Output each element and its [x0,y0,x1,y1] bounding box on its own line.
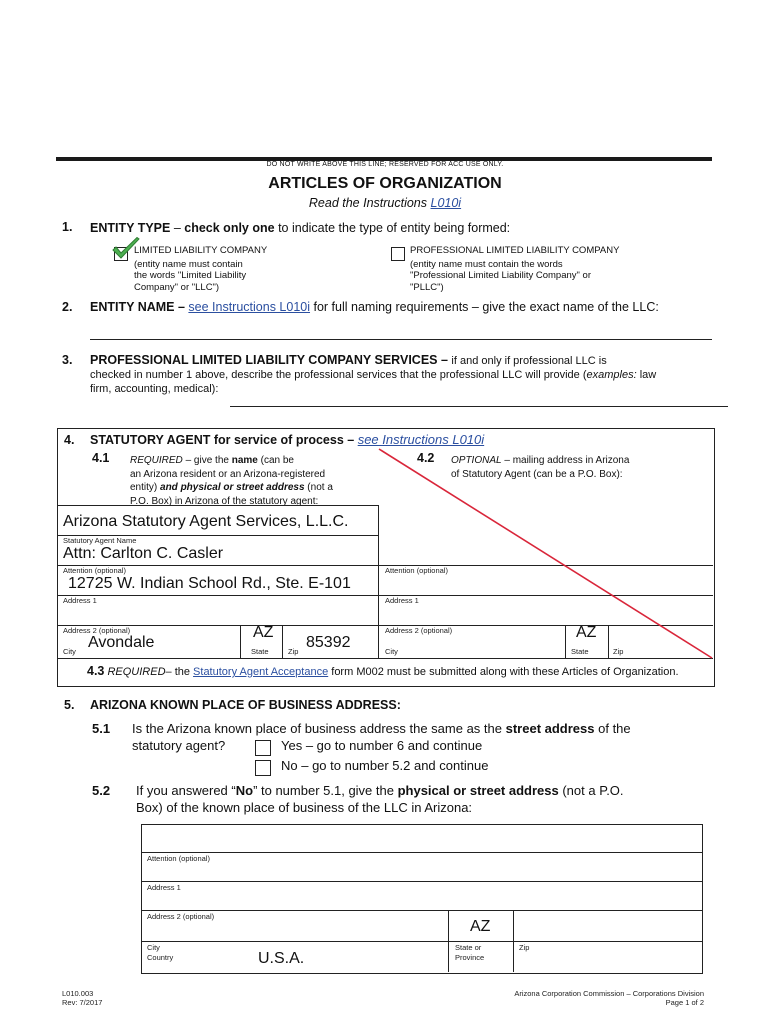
business-state-label-1: State or [455,943,482,952]
section-5-number: 5. [64,698,75,712]
section-4-2-number: 4.2 [417,451,435,465]
section-3-heading [90,353,730,367]
zip-divider [513,910,514,972]
business-zip-label: Zip [519,943,530,952]
s41-physical-bold: and physical or street address [160,482,305,493]
section-4-1-text [130,454,333,508]
no-option-label: No – go to number 5.2 and continue [281,758,489,773]
s52-l1e: (not a P.O. [558,783,624,798]
business-state-label-2: Province [455,953,485,962]
pllc-note-1: (entity name must contain the words [410,258,563,270]
business-city-label: City [147,943,160,952]
s52-no-bold: No [235,783,254,798]
yes-checkbox[interactable] [255,740,271,756]
section-4-3-number: 4.3 [87,664,105,678]
s52-physical-bold: physical or street address [397,783,559,798]
entity-name-label: ENTITY NAME – [90,300,185,314]
s43-rest: form M002 must be submitted along with these Articles of Organization. [328,666,679,678]
pllc-checkbox[interactable] [391,247,405,261]
s43-required: REQUIRED [107,666,166,678]
s41-l1b: – give the [182,455,232,466]
pllc-note-2: "Professional Limited Liability Company" or [410,270,591,281]
section-2-heading [90,300,659,314]
strike-through-line [378,448,714,660]
s52-l1c: ” to number 5.1, give the [253,783,398,798]
s51-l1c: of the [594,721,631,736]
pllc-label: PROFESSIONAL LIMITED LIABILITY COMPANY [410,245,620,256]
no-checkbox[interactable] [255,760,271,776]
s41-l1d: (can be [257,455,294,466]
section-4-number: 4. [64,433,75,447]
s41-line-4: P.O. Box) in Arizona of the statutory agent: [130,495,319,507]
instructions-prefix: Read the Instructions [308,196,428,210]
section-1-rest: to indicate the type of entity being formed: [278,221,511,235]
instructions-link[interactable]: L010i [430,196,462,210]
address-1-label: Address 1 [63,596,97,605]
s41-line-2: an Arizona resident or an Arizona-registered [130,468,326,480]
business-country-value[interactable]: U.S.A. [258,950,305,967]
page-number: Page 1 of 2 [665,998,704,1007]
pllc-note-3: "PLLC") [410,281,444,293]
business-attention-label: Attention (optional) [147,854,210,863]
state-value[interactable]: AZ [253,624,274,641]
right-zip-label: Zip [613,647,624,656]
business-country-label: Country [147,953,174,962]
statutory-agent-label: STATUTORY AGENT for service of process – [90,433,355,447]
llc-note-3: Company" or "LLC") [134,281,220,293]
attention-value[interactable]: Attn: Carlton C. Casler [63,545,224,562]
s52-line-1 [136,783,624,798]
state-label: State [251,647,269,656]
s43-dash: – [165,666,172,678]
right-state-value[interactable]: AZ [576,624,597,641]
zip-value[interactable]: 85392 [306,634,351,651]
business-state-value[interactable]: AZ [470,918,491,935]
section-3-number: 3. [62,353,73,367]
statutory-agent-name-label: Statutory Agent Name [63,536,137,545]
dash: – [173,221,181,235]
section-4-1-number: 4.1 [92,451,110,465]
business-address-2-label: Address 2 (optional) [147,912,215,921]
row-divider [141,910,702,911]
revision-date: Rev: 7/2017 [62,998,103,1007]
section-4-instructions-link[interactable]: see Instructions L010i [357,432,485,447]
s41-l3a: entity) [130,482,161,493]
section-4-3-line [87,664,679,678]
business-address-box [141,824,703,974]
row-divider [141,881,702,882]
section-3-line-2 [90,368,656,382]
agency-name: Arizona Corporation Commission – Corporations Division [514,989,704,998]
services-field[interactable] [230,406,728,407]
section-4-heading [90,432,484,447]
row-divider [141,941,702,942]
right-state-label: State [571,647,589,656]
city-label: City [63,647,76,656]
examples-label: examples: [586,369,637,381]
city-value[interactable]: Avondale [88,634,155,651]
address-2-label: Address 2 (optional) [63,626,131,635]
section-3-line-2a: checked in number 1 above, describe the professional services that the professional LLC will provide ( [90,369,587,381]
row-divider [141,852,702,853]
section-3-line-2b: law [636,369,657,381]
right-attention-label: Attention (optional) [385,566,448,575]
section-5-2-number: 5.2 [92,783,111,798]
s51-street-bold: street address [505,721,595,736]
pllc-services-label: PROFESSIONAL LIMITED LIABILITY COMPANY SERVICES – [90,353,448,367]
s43-the: the [171,666,194,678]
yes-option-label: Yes – go to number 6 and continue [281,738,483,753]
section-3-desc [90,368,656,396]
section-1-number: 1. [62,220,73,234]
zip-divider [282,625,283,658]
right-address-2-label: Address 2 (optional) [385,626,453,635]
address-1-value[interactable]: 12725 W. Indian School Rd., Ste. E-101 [68,575,351,592]
page-title: ARTICLES OF ORGANIZATION [268,175,502,192]
pllc-option [410,245,619,293]
check-only-one: check only one [184,221,275,235]
section-2-number: 2. [62,300,73,314]
section-3-tail: if and only if professional LLC is [451,355,607,367]
section-5-heading: ARIZONA KNOWN PLACE OF BUSINESS ADDRESS: [90,698,401,712]
s52-line-2: Box) of the known place of business of the LLC in Arizona: [136,800,473,815]
s41-l3c: (not a [304,482,333,493]
entity-type-label: ENTITY TYPE [90,221,171,235]
s41-line-3 [130,481,333,495]
s42-line-2: of Statutory Agent (can be a P.O. Box): [451,468,623,480]
s42-l1b: – mailing address in Arizona [501,455,630,466]
right-city-label: City [385,647,398,656]
optional-label: OPTIONAL [451,455,502,466]
s52-l1a: If you answered “ [136,783,236,798]
business-address-1-label: Address 1 [147,883,181,892]
state-divider [448,910,449,972]
section-2-instructions-link[interactable]: see Instructions L010i [188,300,311,314]
form-number: L010.003 [62,989,94,998]
s41-name-bold: name [231,455,258,466]
llc-note-1: (entity name must contain [134,258,243,270]
s51-l1a: Is the Arizona known place of business address the same as the [132,721,506,736]
reserved-note: DO NOT WRITE ABOVE THIS LINE; RESERVED FOR ACC USE ONLY. [266,161,504,168]
llc-option [134,245,267,293]
statutory-agent-acceptance-link[interactable]: Statutory Agent Acceptance [193,666,329,678]
required-label: REQUIRED [130,455,183,466]
s51-line-1 [132,721,631,736]
llc-label: LIMITED LIABILITY COMPANY [134,245,268,256]
section-5-1-number: 5.1 [92,721,111,736]
section-2-rest: for full naming requirements – give the exact name of the LLC: [313,300,659,314]
entity-name-field[interactable] [90,339,712,340]
section-3-line-3: firm, accounting, medical): [90,383,219,395]
llc-note-2: the words "Limited Liability [134,270,247,281]
row-divider [57,505,378,506]
section-1-heading [90,221,510,235]
instructions-line [0,196,770,210]
s41-line-1 [130,454,333,468]
statutory-agent-name-value[interactable]: Arizona Statutory Agent Services, L.L.C. [63,513,349,530]
s51-line-2: statutory agent? [132,738,226,753]
right-address-1-label: Address 1 [385,596,419,605]
zip-label: Zip [288,647,299,656]
attention-label: Attention (optional) [63,566,126,575]
state-divider [240,625,241,658]
